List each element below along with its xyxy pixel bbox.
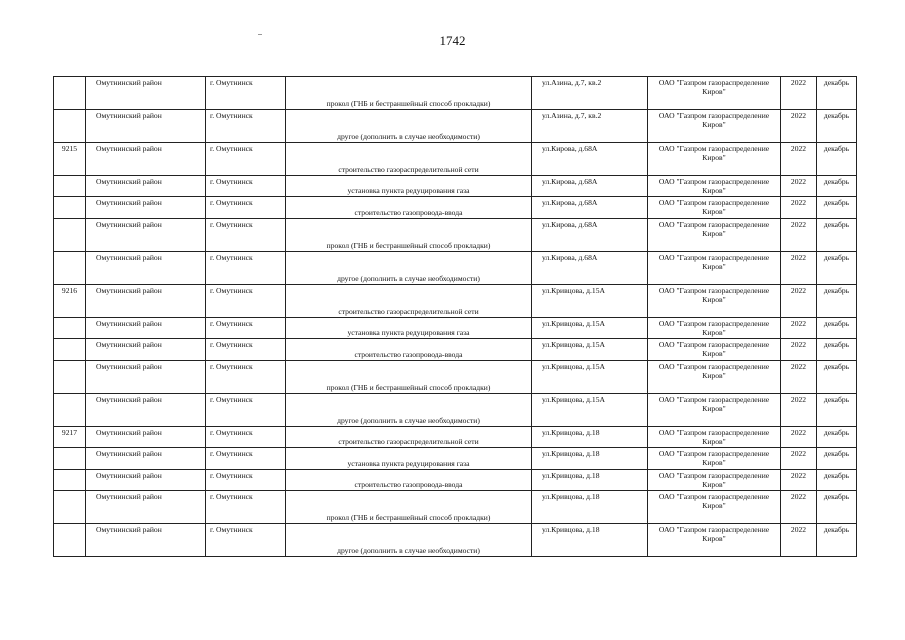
work-type-cell: строительство газораспределительной сети <box>286 427 532 448</box>
month-cell: декабрь <box>817 176 857 197</box>
organization-cell: ОАО "Газпром газораспределение Киров" <box>648 339 781 361</box>
district-cell: Омутнинский район <box>86 143 206 176</box>
city-cell: г. Омутнинск <box>206 448 286 470</box>
table-row <box>54 197 857 219</box>
page-number: 1742 <box>439 33 466 48</box>
row-number: 9216 <box>54 285 86 318</box>
month-cell: декабрь <box>817 143 857 176</box>
row-number <box>54 470 86 491</box>
row-number: 9215 <box>54 143 86 176</box>
row-number <box>54 252 86 285</box>
table-row <box>54 524 857 557</box>
address-cell: ул.Азина, д.7, кв.2 <box>532 110 648 143</box>
month-cell: декабрь <box>817 361 857 394</box>
year-cell: 2022 <box>781 252 817 285</box>
work-type-cell: прокол (ГНБ и бестраншейный способ прокладки) <box>286 77 532 110</box>
month-cell: декабрь <box>817 77 857 110</box>
district-cell: Омутнинский район <box>86 470 206 491</box>
month-cell: декабрь <box>817 110 857 143</box>
table-row <box>54 110 857 143</box>
table-row <box>54 176 857 197</box>
row-number <box>54 77 86 110</box>
organization-cell: ОАО "Газпром газораспределение Киров" <box>648 361 781 394</box>
city-cell: г. Омутнинск <box>206 491 286 524</box>
address-cell: ул.Кривцова, д.18 <box>532 470 648 491</box>
city-cell: г. Омутнинск <box>206 361 286 394</box>
organization-cell: ОАО "Газпром газораспределение Киров" <box>648 176 781 197</box>
city-cell: г. Омутнинск <box>206 197 286 219</box>
year-cell: 2022 <box>781 394 817 427</box>
organization-cell: ОАО "Газпром газораспределение Киров" <box>648 285 781 318</box>
organization-cell: ОАО "Газпром газораспределение Киров" <box>648 318 781 339</box>
row-number <box>54 197 86 219</box>
address-cell: ул.Кирова, д.68А <box>532 219 648 252</box>
district-cell: Омутнинский район <box>86 77 206 110</box>
month-cell: декабрь <box>817 491 857 524</box>
work-type-cell: прокол (ГНБ и бестраншейный способ прокладки) <box>286 219 532 252</box>
district-cell: Омутнинский район <box>86 448 206 470</box>
year-cell: 2022 <box>781 427 817 448</box>
table-row <box>54 448 857 470</box>
year-cell: 2022 <box>781 491 817 524</box>
district-cell: Омутнинский район <box>86 361 206 394</box>
city-cell: г. Омутнинск <box>206 524 286 557</box>
year-cell: 2022 <box>781 470 817 491</box>
organization-cell: ОАО "Газпром газораспределение Киров" <box>648 470 781 491</box>
scan-speck <box>258 34 262 35</box>
table-row <box>54 77 857 110</box>
district-cell: Омутнинский район <box>86 318 206 339</box>
work-type-cell: строительство газораспределительной сети <box>286 143 532 176</box>
district-cell: Омутнинский район <box>86 110 206 143</box>
work-type-cell: строительство газопровода-ввода <box>286 470 532 491</box>
year-cell: 2022 <box>781 197 817 219</box>
city-cell: г. Омутнинск <box>206 285 286 318</box>
address-cell: ул.Кирова, д.68А <box>532 143 648 176</box>
year-cell: 2022 <box>781 285 817 318</box>
table-row <box>54 491 857 524</box>
district-cell: Омутнинский район <box>86 197 206 219</box>
district-cell: Омутнинский район <box>86 491 206 524</box>
address-cell: ул.Кривцова, д.15А <box>532 285 648 318</box>
city-cell: г. Омутнинск <box>206 77 286 110</box>
table-row <box>54 219 857 252</box>
district-cell: Омутнинский район <box>86 285 206 318</box>
work-type-cell: другое (дополнить в случае необходимости) <box>286 252 532 285</box>
row-number <box>54 318 86 339</box>
organization-cell: ОАО "Газпром газораспределение Киров" <box>648 427 781 448</box>
organization-cell: ОАО "Газпром газораспределение Киров" <box>648 143 781 176</box>
address-cell: ул.Азина, д.7, кв.2 <box>532 77 648 110</box>
address-cell: ул.Кирова, д.68А <box>532 197 648 219</box>
row-number <box>54 110 86 143</box>
table-row <box>54 470 857 491</box>
year-cell: 2022 <box>781 219 817 252</box>
work-type-cell: установка пункта редуцирования газа <box>286 318 532 339</box>
work-type-cell: установка пункта редуцирования газа <box>286 176 532 197</box>
city-cell: г. Омутнинск <box>206 110 286 143</box>
address-cell: ул.Кривцова, д.15А <box>532 361 648 394</box>
year-cell: 2022 <box>781 77 817 110</box>
records-body <box>54 77 857 557</box>
table-row <box>54 318 857 339</box>
address-cell: ул.Кривцова, д.18 <box>532 524 648 557</box>
month-cell: декабрь <box>817 285 857 318</box>
city-cell: г. Омутнинск <box>206 394 286 427</box>
city-cell: г. Омутнинск <box>206 176 286 197</box>
work-type-cell: другое (дополнить в случае необходимости) <box>286 524 532 557</box>
row-number <box>54 491 86 524</box>
district-cell: Омутнинский район <box>86 427 206 448</box>
table-row <box>54 285 857 318</box>
work-type-cell: строительство газораспределительной сети <box>286 285 532 318</box>
month-cell: декабрь <box>817 470 857 491</box>
address-cell: ул.Кривцова, д.18 <box>532 427 648 448</box>
year-cell: 2022 <box>781 524 817 557</box>
district-cell: Омутнинский район <box>86 394 206 427</box>
organization-cell: ОАО "Газпром газораспределение Киров" <box>648 77 781 110</box>
row-number <box>54 394 86 427</box>
month-cell: декабрь <box>817 197 857 219</box>
district-cell: Омутнинский район <box>86 219 206 252</box>
organization-cell: ОАО "Газпром газораспределение Киров" <box>648 219 781 252</box>
address-cell: ул.Кривцова, д.18 <box>532 491 648 524</box>
work-type-cell: другое (дополнить в случае необходимости) <box>286 110 532 143</box>
year-cell: 2022 <box>781 110 817 143</box>
table-row <box>54 143 857 176</box>
row-number <box>54 524 86 557</box>
work-type-cell: прокол (ГНБ и бестраншейный способ прокладки) <box>286 361 532 394</box>
month-cell: декабрь <box>817 318 857 339</box>
city-cell: г. Омутнинск <box>206 252 286 285</box>
row-number <box>54 339 86 361</box>
district-cell: Омутнинский район <box>86 252 206 285</box>
month-cell: декабрь <box>817 427 857 448</box>
year-cell: 2022 <box>781 448 817 470</box>
table-row <box>54 339 857 361</box>
address-cell: ул.Кирова, д.68А <box>532 176 648 197</box>
organization-cell: ОАО "Газпром газораспределение Киров" <box>648 491 781 524</box>
work-type-cell: строительство газопровода-ввода <box>286 339 532 361</box>
organization-cell: ОАО "Газпром газораспределение Киров" <box>648 524 781 557</box>
month-cell: декабрь <box>817 524 857 557</box>
city-cell: г. Омутнинск <box>206 427 286 448</box>
records-table <box>53 76 857 557</box>
city-cell: г. Омутнинск <box>206 318 286 339</box>
month-cell: декабрь <box>817 252 857 285</box>
city-cell: г. Омутнинск <box>206 470 286 491</box>
work-type-cell: другое (дополнить в случае необходимости) <box>286 394 532 427</box>
row-number: 9217 <box>54 427 86 448</box>
month-cell: декабрь <box>817 448 857 470</box>
address-cell: ул.Кривцова, д.18 <box>532 448 648 470</box>
row-number <box>54 361 86 394</box>
organization-cell: ОАО "Газпром газораспределение Киров" <box>648 197 781 219</box>
year-cell: 2022 <box>781 176 817 197</box>
organization-cell: ОАО "Газпром газораспределение Киров" <box>648 394 781 427</box>
organization-cell: ОАО "Газпром газораспределение Киров" <box>648 252 781 285</box>
work-type-cell: строительство газопровода-ввода <box>286 197 532 219</box>
month-cell: декабрь <box>817 394 857 427</box>
month-cell: декабрь <box>817 219 857 252</box>
address-cell: ул.Кривцова, д.15А <box>532 318 648 339</box>
organization-cell: ОАО "Газпром газораспределение Киров" <box>648 110 781 143</box>
month-cell: декабрь <box>817 339 857 361</box>
city-cell: г. Омутнинск <box>206 339 286 361</box>
city-cell: г. Омутнинск <box>206 219 286 252</box>
city-cell: г. Омутнинск <box>206 143 286 176</box>
work-type-cell: прокол (ГНБ и бестраншейный способ прокладки) <box>286 491 532 524</box>
table-row <box>54 361 857 394</box>
table-row <box>54 394 857 427</box>
year-cell: 2022 <box>781 339 817 361</box>
district-cell: Омутнинский район <box>86 176 206 197</box>
row-number <box>54 448 86 470</box>
table-row <box>54 252 857 285</box>
year-cell: 2022 <box>781 143 817 176</box>
work-type-cell: установка пункта редуцирования газа <box>286 448 532 470</box>
row-number <box>54 219 86 252</box>
district-cell: Омутнинский район <box>86 339 206 361</box>
year-cell: 2022 <box>781 361 817 394</box>
organization-cell: ОАО "Газпром газораспределение Киров" <box>648 448 781 470</box>
address-cell: ул.Кривцова, д.15А <box>532 394 648 427</box>
row-number <box>54 176 86 197</box>
year-cell: 2022 <box>781 318 817 339</box>
address-cell: ул.Кирова, д.68А <box>532 252 648 285</box>
address-cell: ул.Кривцова, д.15А <box>532 339 648 361</box>
district-cell: Омутнинский район <box>86 524 206 557</box>
table-row <box>54 427 857 448</box>
